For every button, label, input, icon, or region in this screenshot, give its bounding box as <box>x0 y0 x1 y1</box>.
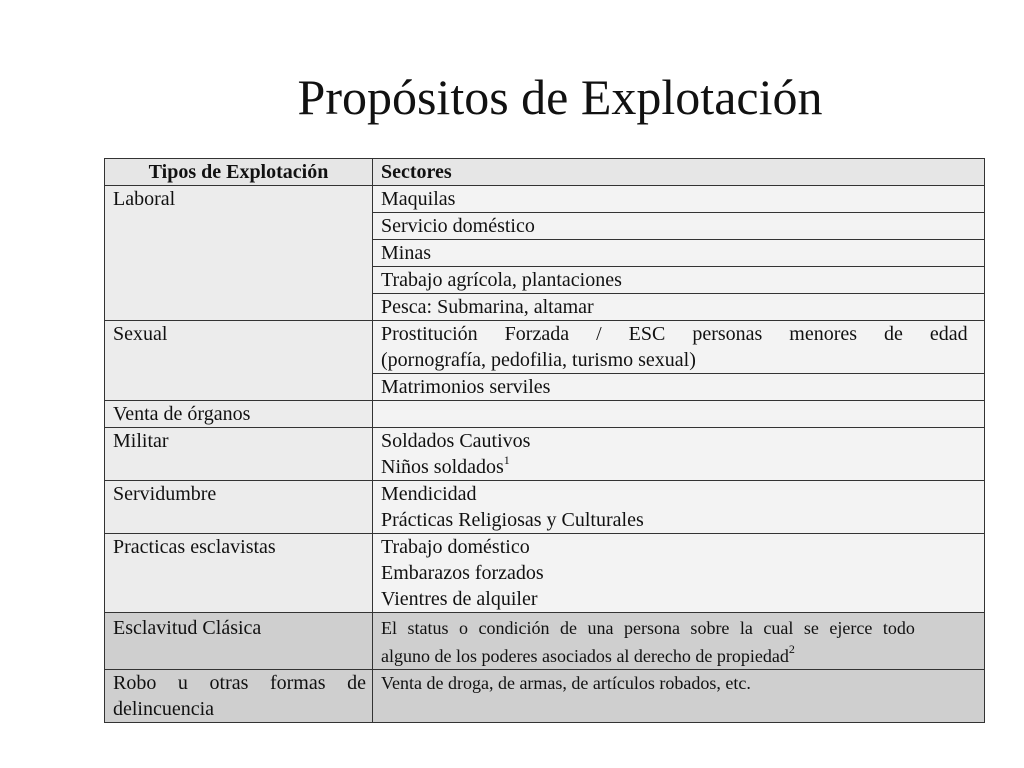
table-row <box>105 401 985 428</box>
header-sector: Sectores <box>373 159 985 186</box>
type-line: delincuencia <box>113 698 215 720</box>
footnote-marker: 1 <box>503 453 510 467</box>
table-row <box>105 481 985 534</box>
sector-line: Trabajo doméstico <box>381 536 530 558</box>
sector-cell: Servicio doméstico <box>373 213 985 240</box>
table-row <box>105 613 985 670</box>
type-line: Robo u otras formas de <box>113 672 366 694</box>
sector-line: Mendicidad <box>381 483 477 505</box>
sector-line: Prostitución Forzada / ESC personas menores de edad <box>381 323 968 345</box>
type-sexual: Sexual <box>105 321 373 401</box>
type-organos: Venta de órganos <box>105 401 373 428</box>
type-militar: Militar <box>105 428 373 481</box>
sector-cell <box>373 401 985 428</box>
sector-line: El status o condición de una persona sobre la cual se ejerce todo <box>381 618 915 638</box>
type-robo <box>105 670 373 723</box>
sector-line: Soldados Cautivos <box>381 430 531 452</box>
sector-cell <box>373 428 985 481</box>
table-row <box>105 670 985 723</box>
type-servidumbre: Servidumbre <box>105 481 373 534</box>
sector-cell: Matrimonios serviles <box>373 374 985 401</box>
type-laboral: Laboral <box>105 186 373 321</box>
type-label: Esclavitud Clásica <box>113 617 262 639</box>
page-title: Propósitos de Explotación <box>297 69 823 125</box>
sector-cell <box>373 481 985 534</box>
sector-cell: Maquilas <box>373 186 985 213</box>
sector-line: Vientres de alquiler <box>381 588 538 610</box>
sector-cell: Minas <box>373 240 985 267</box>
sector-line: Prácticas Religiosas y Culturales <box>381 509 644 531</box>
sector-cell <box>373 534 985 613</box>
table-row <box>105 186 985 213</box>
table-row <box>105 534 985 613</box>
sector-line <box>381 454 984 480</box>
sector-cell: Trabajo agrícola, plantaciones <box>373 267 985 294</box>
header-type: Tipos de Explotación <box>105 159 373 186</box>
exploitation-table-container <box>104 158 1024 728</box>
sector-line-text: alguno de los poderes asociados al derecho de propiedad <box>381 646 789 666</box>
table-row <box>105 428 985 481</box>
sector-line: (pornografía, pedofilia, turismo sexual) <box>381 349 696 371</box>
table-header-row <box>105 159 985 186</box>
table-row <box>105 321 985 374</box>
sector-line <box>381 641 984 669</box>
sector-cell: Venta de droga, de armas, de artículos robados, etc. <box>373 670 985 723</box>
sector-line-text: Niños soldados <box>381 456 504 478</box>
sector-cell <box>373 613 985 670</box>
type-clasica <box>105 613 373 670</box>
footnote-marker: 2 <box>788 642 795 656</box>
type-practicas: Practicas esclavistas <box>105 534 373 613</box>
sector-cell <box>373 321 985 374</box>
sector-cell: Pesca: Submarina, altamar <box>373 294 985 321</box>
sector-line: Embarazos forzados <box>381 562 544 584</box>
exploitation-table <box>104 158 985 723</box>
